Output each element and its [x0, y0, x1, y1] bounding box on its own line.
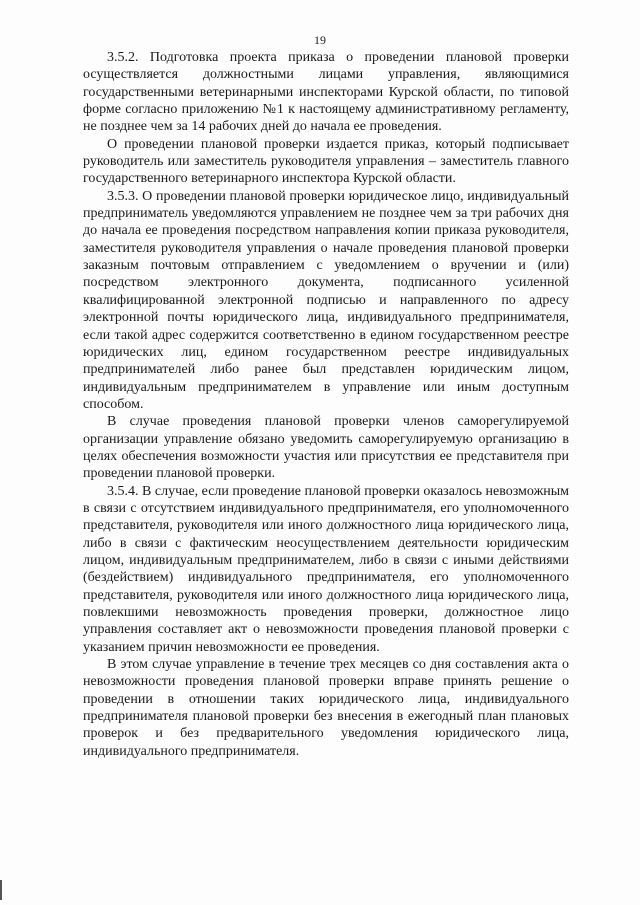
paragraph-unscheduled-decision: В этом случае управление в течение трех месяцев со дня составления акта о невозможности проведения плановой проверки вправе принять решение о проведении в отношении таких юридического лица, индивидуального предпринимателя плановой проверки без внесения в ежегодный план плановых проверок и без предварительного уведомления юридического лица, индивидуального предпринимателя.: [83, 657, 569, 759]
paragraph-sro-notification: В случае проведения плановой проверки членов саморегулируемой организации управление обязано уведомить саморегулируемую организацию в целях обеспечения возможности участия или присутствия ее представителя при проведении плановой проверки.: [83, 414, 569, 482]
paragraph-3-5-2: 3.5.2. Подготовка проекта приказа о проведении плановой проверки осуществляется должностными лицами управления, являющимися государственными ветеринарными инспекторами Курской области, по типовой форме согласно приложению №1 к настоящему административному регламенту, не позднее чем за 14 рабочих дней до начала ее проведения.: [83, 50, 569, 135]
page-number: 19: [314, 33, 326, 47]
document-body: [83, 49, 569, 760]
paragraph-order-signing: О проведении плановой проверки издается приказ, который подписывает руководитель или заместитель руководителя управления – заместитель главного государственного ветеринарного инспектора Курской области.: [83, 136, 569, 187]
scan-edge-mark: [0, 880, 2, 900]
paragraph-3-5-4: 3.5.4. В случае, если проведение плановой проверки оказалось невозможным в связи с отсутствием индивидуального предпринимателя, его уполномоченного представителя, руководителя или иного должностного лица юридического лица, либо в связи с фактическим неосуществлением деятельности юридическим лицом, индивидуальным предпринимателем, либо в связи с иными действиями (бездействием) индивидуального предпринимателя, его уполномоченного представителя, руководителя или иного должностного лица юридического лица, повлекшими невозможность проведения проверки, должностное лицо управления составляет акт о невозможности проведения плановой проверки с указанием причин невозможности ее проведения.: [83, 483, 569, 655]
paragraph-3-5-3: 3.5.3. О проведении плановой проверки юридическое лицо, индивидуальный предприниматель уведомляются управлением не позднее чем за три рабочих дня до начала ее проведения посредством направления копии приказа руководителя, заместителя руководителя управления о начале проведения плановой проверки заказным почтовым отправлением с уведомлением о вручении и (или) посредством электронного документа, подписанного усиленной квалифицированной электронной подписью и направленного по адресу электронной почты юридического лица, индивидуального предпринимателя, если такой адрес содержится соответственно в едином государственном реестре юридических лиц, едином государственном реестре индивидуальных предпринимателей либо ранее был представлен юридическим лицом, индивидуальным предпринимателем в управление или иным доступным способом.: [83, 188, 569, 412]
